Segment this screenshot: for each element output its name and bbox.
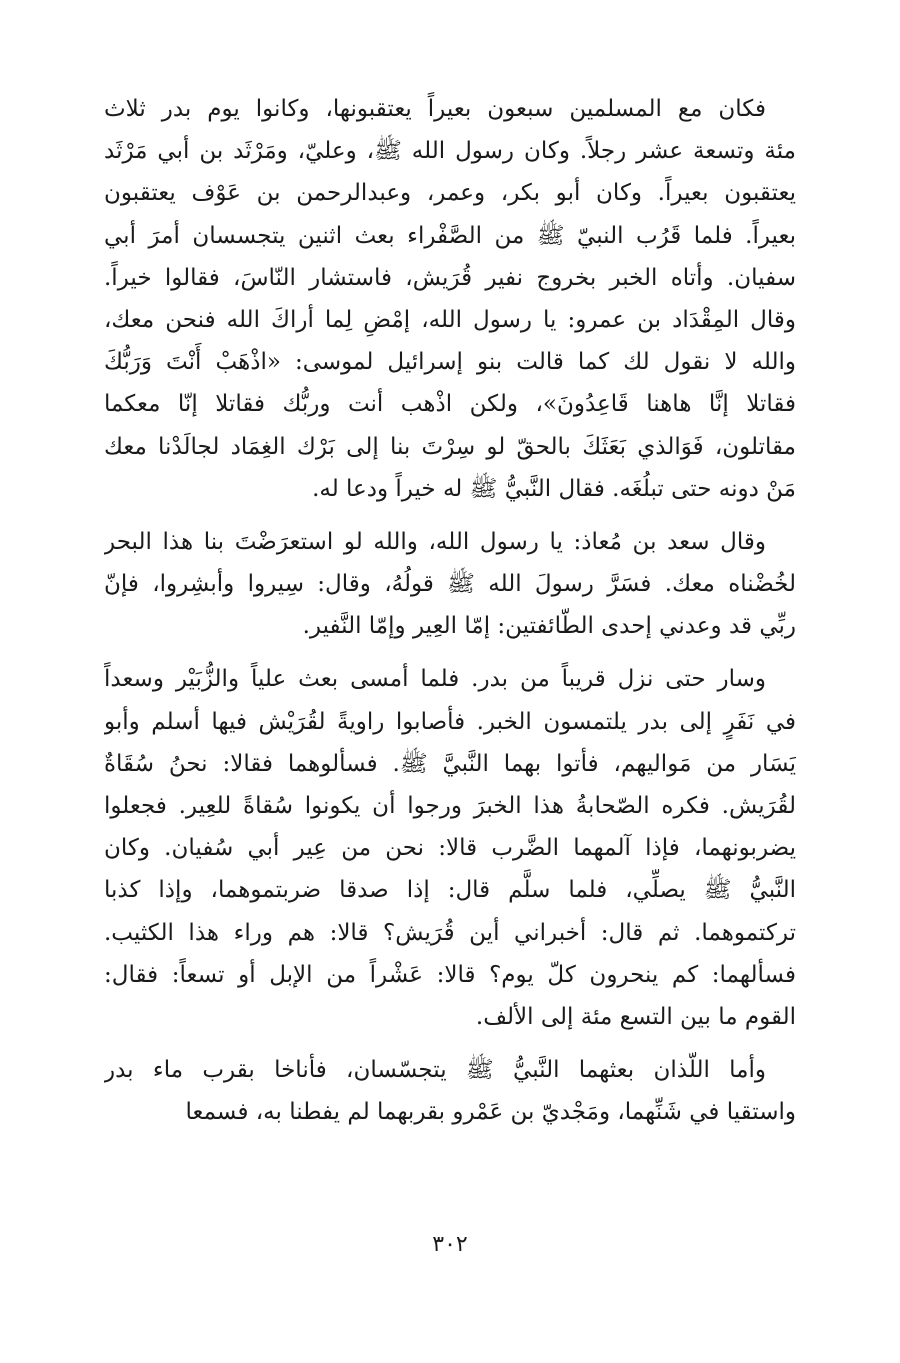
text-line: ربِّي قد وعدني إحدى الطّائفتين: إمّا العِير وإمّا النَّفير. <box>302 613 796 640</box>
text-line: تركتموهما. ثم قال: أخبراني أين قُرَيش؟ قالا: هم وراء هذا الكثيب. <box>104 919 796 946</box>
paragraph <box>104 658 796 1038</box>
text-line: فسألهما: كم ينحرون كلّ يوم؟ قالا: عَشْراً من الإبل أو تسعاً: فقال: <box>104 961 796 988</box>
text-line: والله لا نقول لك كما قالت بنو إسرائيل لموسى: «اذْهَبْ أَنْتَ وَرَبُّكَ <box>104 349 796 376</box>
text-line: وقال سعد بن مُعاذ: يا رسول الله، والله لو استعرَضْتَ بنا هذا البحر <box>104 528 766 555</box>
text-line: القوم ما بين التسع مئة إلى الألف. <box>475 1003 796 1030</box>
text-line: مئة وتسعة عشر رجلاً. وكان رسول الله ﷺ، وعليّ، ومَرْثَد بن أبي مَرْثَد <box>104 138 796 165</box>
text-line: فكان مع المسلمين سبعون بعيراً يعتقبونها، وكانوا يوم بدر ثلاث <box>104 96 766 122</box>
body-text <box>104 88 796 1134</box>
text-line: لقُرَيش. فكره الصّحابةُ هذا الخبرَ ورجوا أن يكونوا سُقاةً للعِير. فجعلوا <box>104 793 796 819</box>
text-line: النَّبيُّ ﷺ يصلِّي، فلما سلَّم قال: إذا صدقا ضربتموهما، وإذا كذبا <box>104 877 796 904</box>
text-line: في نَفَرٍ إلى بدر يلتمسون الخبر. فأصابوا راويةً لقُرَيْش فيها أسلم وأبو <box>104 708 796 735</box>
text-line: وسار حتى نزل قريباً من بدر. فلما أمسى بعث علياً والزُّبَيْر وسعداً <box>104 666 766 693</box>
paragraph <box>104 521 796 648</box>
text-line: يعتقبون بعيراً. وكان أبو بكر، وعمر، وعبدالرحمن بن عَوْف يعتقبون <box>104 180 796 207</box>
text-line: واستقيا في شَنِّهما، ومَجْديّ بن عَمْرو بقربهما لم يفطنا به، فسمعا <box>185 1099 796 1126</box>
text-line: وقال المِقْدَاد بن عمرو: يا رسول الله، إمْضِ لِما أراكَ الله فنحن معك، <box>104 306 796 333</box>
paragraph <box>104 88 796 510</box>
text-line: وأما اللّذان بعثهما النَّبيُّ ﷺ يتجسّسان، فأناخا بقرب ماء بدر <box>104 1057 766 1084</box>
text-line: يضربونهما، فإذا آلمهما الضَّرب قالا: نحن من عِير أبي سُفيان. وكان <box>104 835 796 862</box>
text-line: بعيراً. فلما قَرُب النبيّ ﷺ من الصَّفْراء بعث اثنين يتجسسان أمرَ أبي <box>104 222 796 249</box>
text-line: فقاتلا إنَّا هاهنا قَاعِدُونَ»، ولكن اذْهب أنت وربُّك فقاتلا إنّا معكما <box>104 391 796 418</box>
text-line: مقاتلون، فَوَالذي بَعَثَكَ بالحقّ لو سِرْتَ بنا إلى بَرْك الغِمَاد لجالَدْنا معك <box>104 433 796 460</box>
text-line: لخُضْناه معك. فسَرَّ رسولَ الله ﷺ قولُهُ، وقال: سِيروا وأبشِروا، فإنّ <box>104 571 796 598</box>
text-line: مَنْ دونه حتى تبلُغَه. فقال النَّبيُّ ﷺ له خيراً ودعا له. <box>312 475 796 502</box>
paragraph <box>104 1049 796 1133</box>
text-line: يَسَار من مَواليهم، فأتوا بهما النَّبيَّ ﷺ. فسألوهما فقالا: نحنُ سُقَاةٌ <box>104 750 796 777</box>
text-line: سفيان. وأتاه الخبر بخروج نفير قُرَيش، فاستشار النّاسَ، فقالوا خيراً. <box>104 264 796 291</box>
page-number: ٣٠٢ <box>432 1232 468 1257</box>
